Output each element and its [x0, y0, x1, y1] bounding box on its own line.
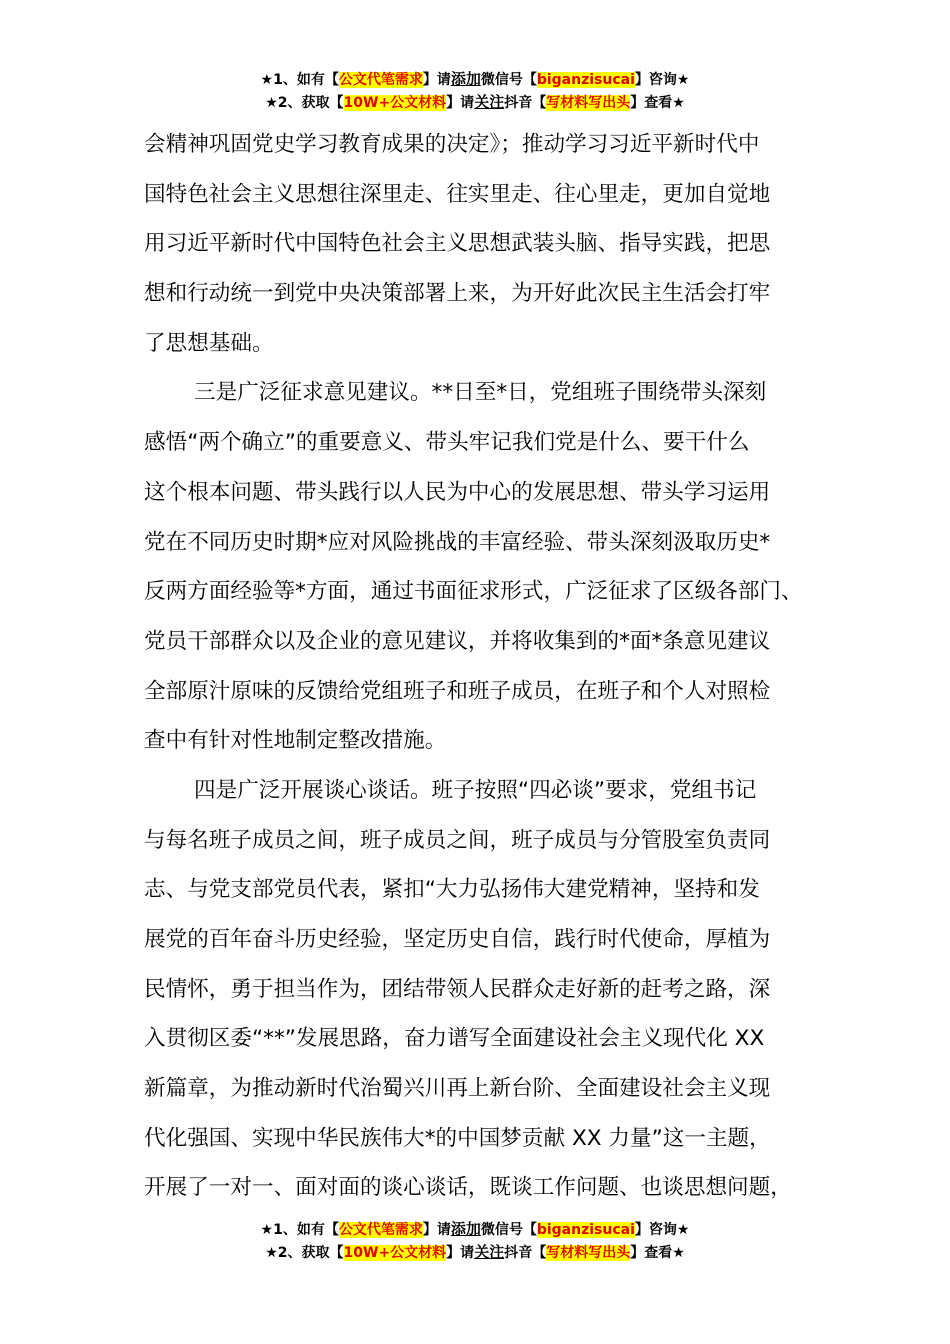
text-line: 党在不同历史时期*应对风险挑战的丰富经验、带头深刻汲取历史*	[144, 529, 771, 555]
document-body	[144, 120, 824, 1213]
text-line: 全部原汁原味的反馈给党组班子和班子成员，在班子和个人对照检	[144, 678, 771, 704]
text-line: 入贯彻区委“**”发展思路，奋力谱写全面建设社会主义现代化 XX	[144, 1026, 765, 1052]
text-line: 新篇章，为推动新时代治蜀兴川再上新台阶、全面建设社会主义现	[144, 1076, 771, 1102]
header-banner	[0, 68, 950, 114]
banner-highlight: 公文代笔需求	[338, 72, 423, 88]
text-line: 查中有针对性地制定整改措施。	[144, 728, 447, 754]
text-line: 与每名班子成员之间，班子成员之间，班子成员与分管股室负责同	[144, 827, 771, 853]
banner-highlight: 写材料写出头	[546, 1245, 631, 1261]
banner-highlight: 写材料写出头	[546, 95, 631, 111]
text-line: 会精神巩固党史学习教育成果的决定》；推动学习习近平新时代中	[144, 132, 760, 157]
text-line: 国特色社会主义思想往深里走、往实里走、往心里走，更加自觉地	[144, 181, 771, 207]
text-line: 这个根本问题、带头践行以人民为中心的发展思想、带头学习运用	[144, 479, 771, 505]
text-line: 开展了一对一、面对面的谈心谈话，既谈工作问题、也谈思想问题，	[144, 1175, 792, 1201]
banner-line-2: ★2、获取【10W+公文材料】请关注抖音【写材料写出头】查看★	[265, 1243, 685, 1261]
text-line: 反两方面经验等*方面，通过书面征求形式，广泛征求了区级各部门、	[144, 579, 803, 605]
banner-highlight: biganzisucai	[536, 72, 635, 88]
text-line: 想和行动统一到党中央决策部署上来，为开好此次民主生活会打牢	[144, 281, 771, 307]
footer-banner	[0, 1218, 950, 1264]
text-line: 展党的百年奋斗历史经验，坚定历史自信，践行时代使命，厚植为	[144, 927, 771, 952]
text-line: 代化强国、实现中华民族伟大*的中国梦贡献 XX 力量”这一主题，	[144, 1125, 771, 1151]
banner-highlight: biganzisucai	[536, 1222, 635, 1238]
text-line: 志、与党支部党员代表，紧扣“大力弘扬伟大建党精神，坚持和发	[144, 877, 760, 903]
banner-highlight: 10W+公文材料	[343, 1245, 447, 1261]
banner-highlight: 10W+公文材料	[343, 95, 447, 111]
text-line: 感悟“两个确立”的重要意义、带头牢记我们党是什么、要干什么	[144, 430, 750, 456]
text-line: 了思想基础。	[144, 330, 274, 356]
text-line: 民情怀，勇于担当作为，团结带领人民群众走好新的赶考之路，深	[144, 976, 771, 1002]
paragraph-start-line: 四是广泛开展谈心谈话。班子按照“四必谈”要求，党组书记	[194, 777, 757, 803]
text-line: 用习近平新时代中国特色社会主义思想武装头脑、指导实践，把思	[144, 231, 771, 257]
banner-highlight: 公文代笔需求	[338, 1222, 423, 1238]
banner-line-1: ★1、如有【公文代笔需求】请添加微信号【biganzisucai】咨询★	[260, 1220, 690, 1238]
banner-line-1: ★1、如有【公文代笔需求】请添加微信号【biganzisucai】咨询★	[260, 70, 690, 88]
paragraph-start-line: 三是广泛征求意见建议。**日至*日，党组班子围绕带头深刻	[194, 380, 767, 406]
banner-line-2: ★2、获取【10W+公文材料】请关注抖音【写材料写出头】查看★	[265, 93, 685, 111]
text-line: 党员干部群众以及企业的意见建议，并将收集到的*面*条意见建议	[144, 628, 771, 654]
